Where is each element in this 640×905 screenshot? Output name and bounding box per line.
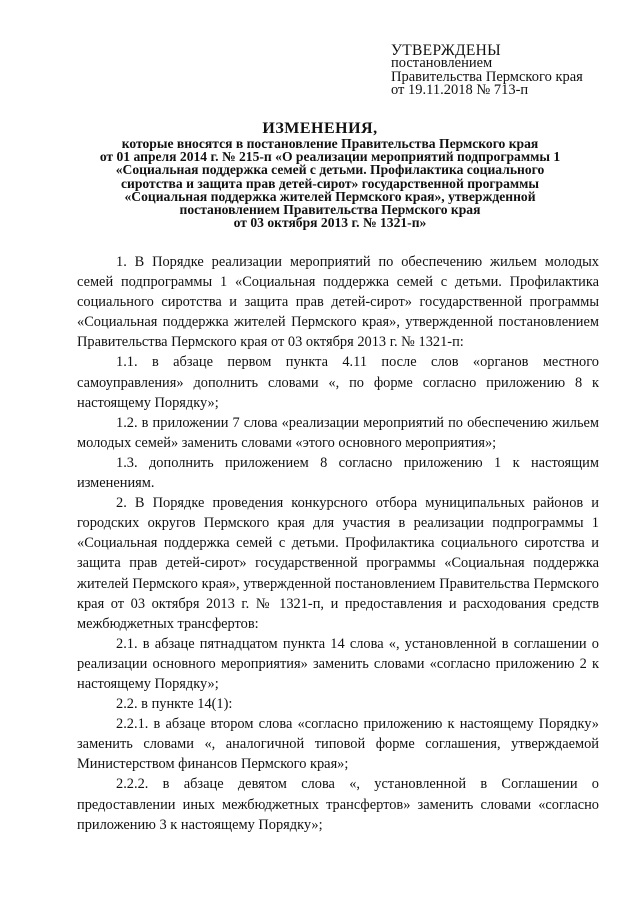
paragraph-2-2: 2.2. в пункте 14(1): xyxy=(116,696,233,713)
document-subtitle xyxy=(60,137,600,229)
subtitle-line: от 03 октября 2013 г. № 1321-п» xyxy=(233,215,427,231)
subtitle-line: «Социальная поддержка жителей Пермского края», утвержденной xyxy=(124,188,536,204)
paragraph-1-2: 1.2. в приложении 7 слова «реализации мероприятий по обеспечению жильем молодых семей» заменить словами «этого основного мероприятия»; xyxy=(77,414,599,451)
approval-stamp xyxy=(391,44,583,98)
subtitle-line: которые вносятся в постановление Правительства Пермского края xyxy=(121,136,539,151)
approval-line-3: от 19.11.2018 № 713-п xyxy=(391,82,529,99)
document-title: ИЗМЕНЕНИЯ, xyxy=(262,120,378,137)
paragraph-2: 2. В Порядке проведения конкурсного отбора муниципальных районов и городских округов Пермского края для участия в реализации подпрограммы 1 «Социальная поддержка семей с детьми. Профилактика социального сиротства и защита прав детей-сирот» государственной программы «Социальная поддержка жителей Пермского края», утвержденной постановлением Правительства Пермского края от 03 октября 2013 г. № 1321-п, и предоставления и расходования средств межбюджетных трансфертов: xyxy=(77,495,599,632)
approval-heading: УТВЕРЖДЕНЫ xyxy=(391,42,501,59)
paragraph-2-2-2: 2.2.2. в абзаце девятом слова «, установленной в Соглашении о предоставлении иных межбюджетных трансфертов» заменить словами «согласно приложению 3 к настоящему Порядку»; xyxy=(77,776,599,833)
paragraph-2-2-1: 2.2.1. в абзаце втором слова «согласно приложению к настоящему Порядку» заменить словами «, аналогичной типовой форме соглашения, утверждаемой Министерством финансов Пермского края»; xyxy=(77,716,599,773)
subtitle-line: «Социальная поддержка семей с детьми. Профилактика социального xyxy=(115,162,545,178)
subtitle-line: от 01 апреля 2014 г. № 215-п «О реализации мероприятий подпрограммы 1 xyxy=(99,149,561,165)
approval-line-1: постановлением xyxy=(391,55,493,72)
paragraph-2-1: 2.1. в абзаце пятнадцатом пункта 14 слова «, установленной в соглашении о реализации основного мероприятия» заменить словами «согласно приложению 2 к настоящему Порядку»; xyxy=(77,635,599,692)
subtitle-line: сиротства и защита прав детей-сирот» государственной программы xyxy=(120,175,540,191)
subtitle-line: постановлением Правительства Пермского края xyxy=(179,202,481,218)
approval-line-2: Правительства Пермского края xyxy=(391,68,583,85)
paragraph-1: 1. В Порядке реализации мероприятий по обеспечению жильем молодых семей подпрограммы 1 «Социальная поддержка семей с детьми. Профилактика социального сиротства и защита прав детей-сирот» государственной программы «Социальная поддержка жителей Пермского края», утвержденной постановлением Правительства Пермского края от 03 октября 2013 г. № 1321-п: xyxy=(77,254,599,351)
document-body xyxy=(77,252,599,835)
paragraph-1-1: 1.1. в абзаце первом пункта 4.11 после слов «органов местного самоуправления» дополнить словами «, по форме согласно приложению 8 к настоящему Порядку»; xyxy=(77,354,599,411)
paragraph-1-3: 1.3. дополнить приложением 8 согласно приложению 1 к настоящим изменениям. xyxy=(77,454,599,492)
